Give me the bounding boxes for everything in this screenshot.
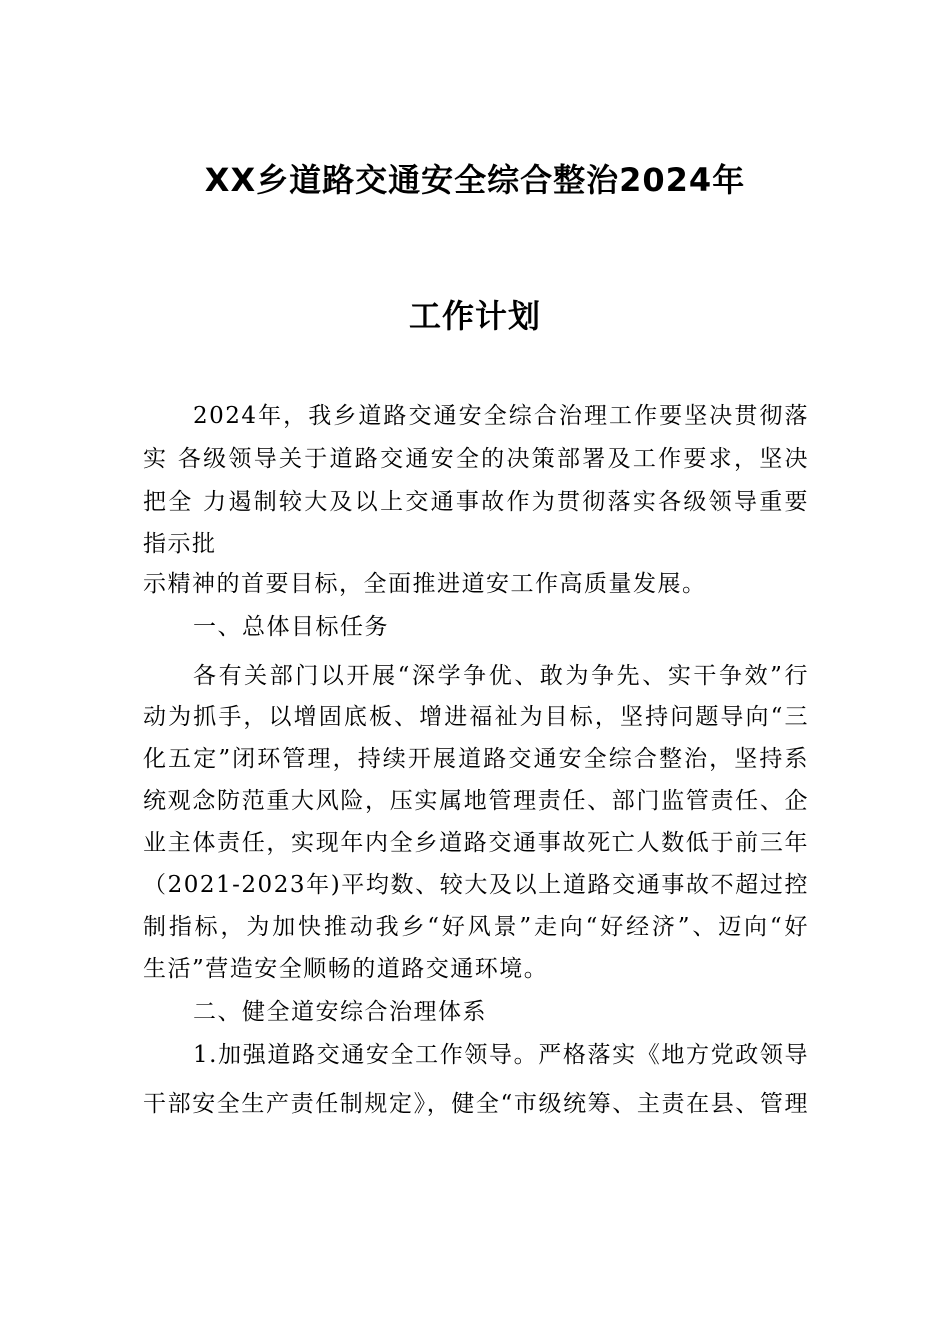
body-line-11: 业主体责任，实现年内全乡道路交通事故死亡人数低于前三年: [143, 830, 809, 856]
body-line-14: 生活”营造安全顺畅的道路交通环境。: [143, 956, 549, 982]
body-line-13: 制指标，为加快推动我乡“好风景”走向“好经济”、迈向“好: [143, 914, 809, 940]
body-line-9: 化五定”闭环管理，持续开展道路交通安全综合整治，坚持系: [143, 746, 809, 772]
document-title-line-1: XX乡道路交通安全综合整治2024年: [204, 161, 746, 199]
body-line-4: 指示批: [143, 531, 217, 557]
body-line-3: 把全 力遏制较大及以上交通事故作为贯彻落实各级领导重要: [143, 489, 809, 515]
body-line-12: （2021-2023年)平均数、较大及以上道路交通事故不超过控: [143, 872, 809, 898]
body-line-2: 实 各级领导关于道路交通安全的决策部署及工作要求，坚决: [143, 446, 809, 472]
document-title-line-2: 工作计划: [408, 297, 541, 335]
body-line-17: 干部安全生产责任制规定》，健全“市级统筹、主责在县、管理: [143, 1091, 809, 1117]
body-line-8: 动为抓手，以增固底板、增进福祉为目标，坚持问题导向“三: [143, 704, 809, 730]
body-line-7: 各有关部门以开展“深学争优、敢为争先、实干争效”行: [193, 663, 809, 689]
body-line-10: 统观念防范重大风险，压实属地管理责任、部门监管责任、企: [143, 788, 809, 814]
body-line-16: 1.加强道路交通安全工作领导。严格落实《地方党政领导: [193, 1042, 809, 1068]
section-heading-1: 一、总体目标任务: [193, 614, 389, 640]
body-line-5: 示精神的首要目标，全面推进道安工作高质量发展。: [143, 571, 707, 597]
section-heading-2: 二、健全道安综合治理体系: [193, 999, 487, 1025]
body-line-1: 2024年，我乡道路交通安全综合治理工作要坚决贯彻落: [193, 403, 809, 429]
